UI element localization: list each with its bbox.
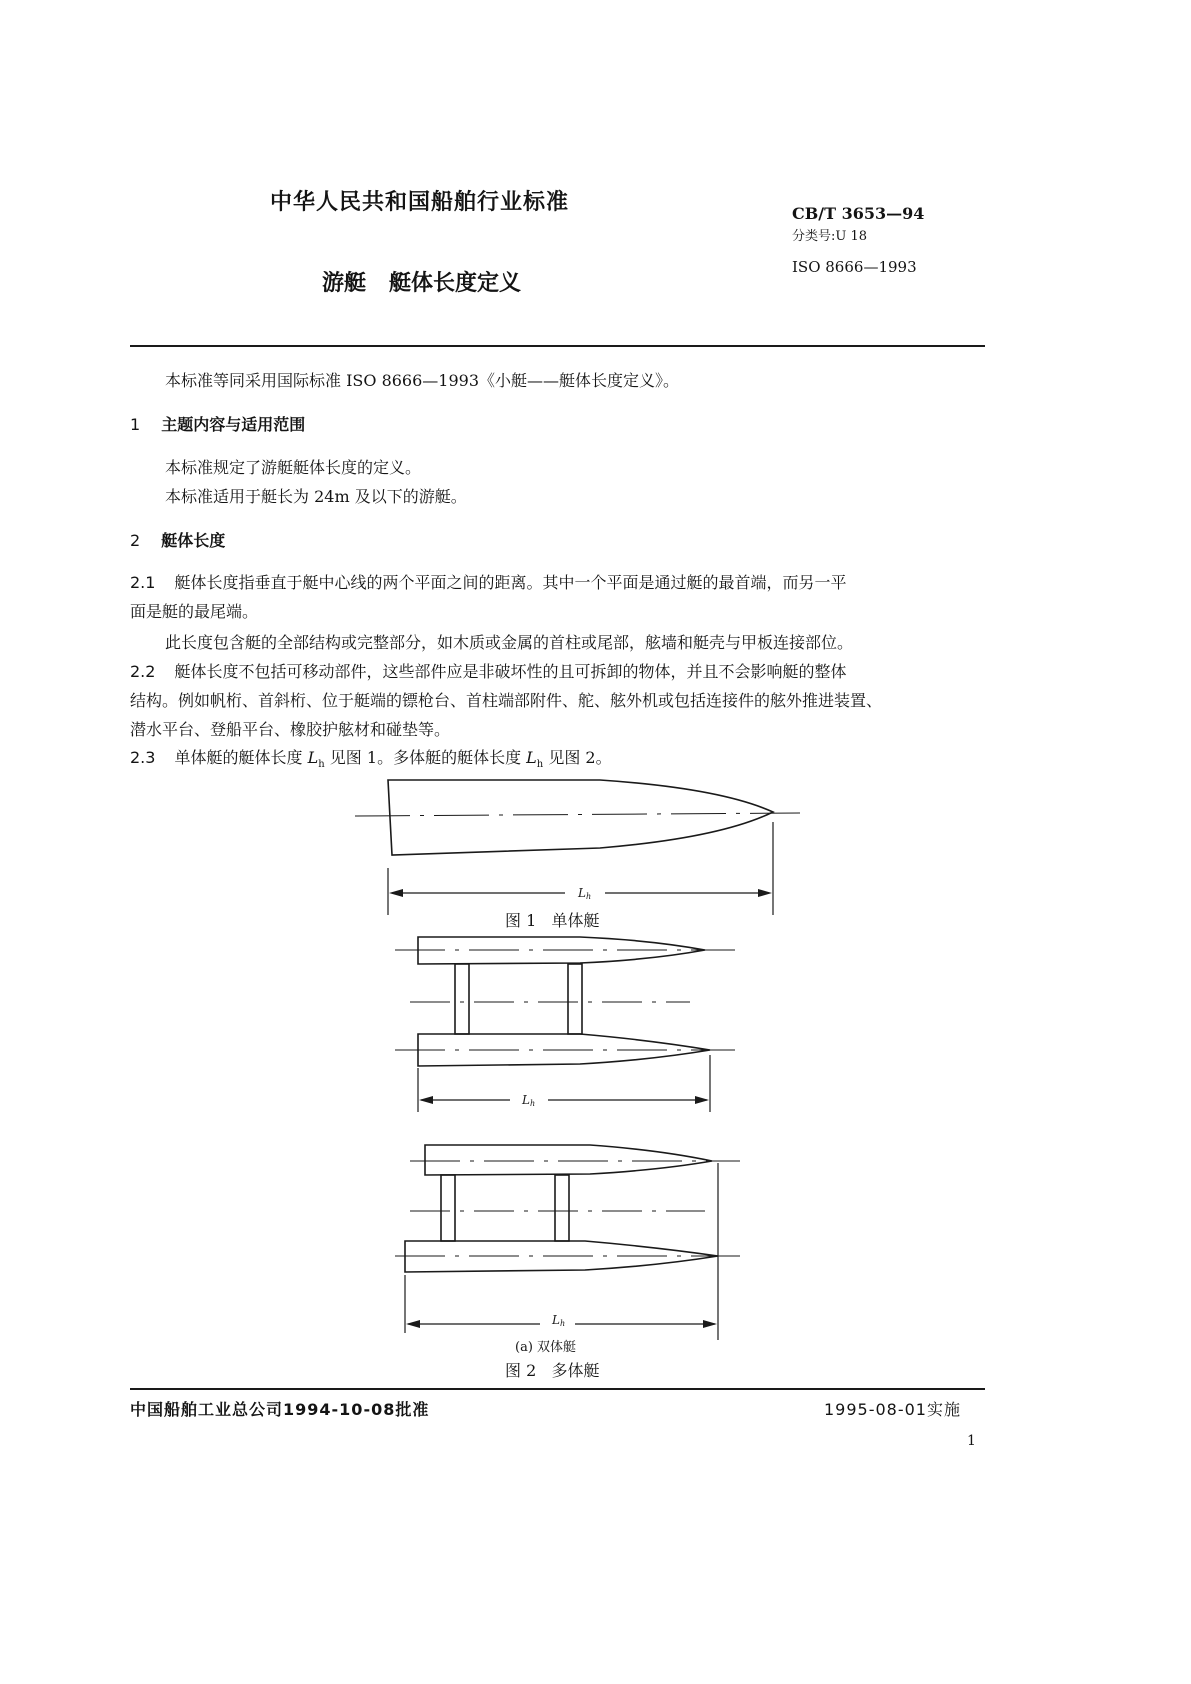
clause-2-2-text-1: 艇体长度不包括可移动部件，这些部件应是非破坏性的且可拆卸的物体，并且不会影响艇的整体 bbox=[174, 662, 847, 681]
fig1-arrow-left bbox=[389, 889, 403, 897]
clause-2-3-text-c: 见图 2。 bbox=[543, 748, 612, 767]
clause-2-1-line-3: 此长度包含艇的全部结构或完整部分，如木质或金属的首柱或尾部，舷墙和艇壳与甲板连接部位。 bbox=[165, 633, 854, 652]
figure-2-caption: 图 2 多体艇 bbox=[505, 1361, 600, 1380]
page-number: 1 bbox=[967, 1433, 976, 1449]
fig1-hull-outline bbox=[388, 780, 773, 855]
fig2b-strut-right bbox=[555, 1175, 569, 1241]
fig2a-dimension-label: Lh bbox=[522, 1093, 536, 1108]
clause-2-1-number: 2.1 bbox=[130, 573, 156, 592]
section-1-paragraph-2: 本标准适用于艇长为 24m 及以下的游艇。 bbox=[165, 487, 467, 506]
clause-2-3-number: 2.3 bbox=[130, 748, 156, 767]
clause-2-1-line-2: 面是艇的最尾端。 bbox=[130, 602, 259, 621]
clause-2-3-symbol-2: L bbox=[526, 748, 537, 767]
footer-rule bbox=[130, 1388, 985, 1390]
clause-2-3-symbol-1-sub: h bbox=[318, 759, 325, 771]
fig2a-strut-right bbox=[568, 964, 582, 1034]
fig1-arrow-right bbox=[758, 889, 772, 897]
effective-date: 1995-08-01实施 bbox=[824, 1400, 961, 1419]
section-1-paragraph-1: 本标准规定了游艇艇体长度的定义。 bbox=[165, 458, 422, 477]
standard-code-text: CB/T 3653—94 bbox=[792, 204, 925, 223]
clause-2-2-number: 2.2 bbox=[130, 662, 156, 681]
clause-2-2-line-3: 潜水平台、登船平台、橡胶护舷材和碰垫等。 bbox=[130, 720, 451, 739]
fig2a-strut-left bbox=[455, 964, 469, 1034]
clause-2-3-symbol-2-sub: h bbox=[536, 759, 544, 771]
clause-2-2-line-2: 结构。例如帆桁、首斜桁、位于艇端的镖枪台、首柱端部附件、舵、舷外机或包括连接件的舷外推进装置、 bbox=[130, 691, 883, 710]
section-2-number: 2 bbox=[130, 531, 141, 550]
classification-number: 分类号:U 18 bbox=[792, 229, 868, 244]
clause-2-3-text-a: 单体艇的艇体长度 bbox=[174, 748, 308, 767]
iso-reference: ISO 8666—1993 bbox=[792, 258, 917, 276]
figure-2-upper-catamaran bbox=[395, 937, 735, 1112]
fig2b-top-hull bbox=[425, 1145, 712, 1175]
fig2a-arrow-left bbox=[419, 1096, 433, 1104]
clause-2-1-text-1: 艇体长度指垂直于艇中心线的两个平面之间的距离。其中一个平面是通过艇的最首端，而另一平 bbox=[174, 573, 847, 592]
section-2-title: 艇体长度 bbox=[161, 531, 226, 550]
fig1-dimension-label: Lh bbox=[578, 886, 592, 901]
figure-1-caption: 图 1 单体艇 bbox=[505, 911, 600, 930]
figure-2-lower-catamaran bbox=[395, 1145, 740, 1340]
document-title: 游艇 艇体长度定义 bbox=[322, 271, 521, 296]
clause-2-3-text-b: 见图 1。多体艇的艇体长度 bbox=[324, 748, 527, 767]
fig2b-arrow-left bbox=[406, 1320, 420, 1328]
fig1-centerline bbox=[355, 813, 800, 816]
fig2a-arrow-right bbox=[695, 1096, 709, 1104]
section-1-title: 主题内容与适用范围 bbox=[161, 415, 306, 434]
figure-2-subcaption: (a) 双体艇 bbox=[515, 1340, 577, 1355]
fig2b-strut-left bbox=[441, 1175, 455, 1241]
figure-1-monohull bbox=[355, 780, 800, 915]
fig2b-dimension-label: Lh bbox=[552, 1313, 566, 1328]
section-1-number: 1 bbox=[130, 415, 141, 434]
approval-line: 中国船舶工业总公司1994-10-08批准 bbox=[130, 1400, 430, 1419]
clause-2-3-symbol-1: L bbox=[307, 748, 319, 767]
fig2b-arrow-right bbox=[703, 1320, 717, 1328]
standard-title: 中华人民共和国船舶行业标准 bbox=[270, 190, 570, 215]
intro-paragraph: 本标准等同采用国际标准 ISO 8666—1993《小艇——艇体长度定义》。 bbox=[165, 371, 680, 390]
